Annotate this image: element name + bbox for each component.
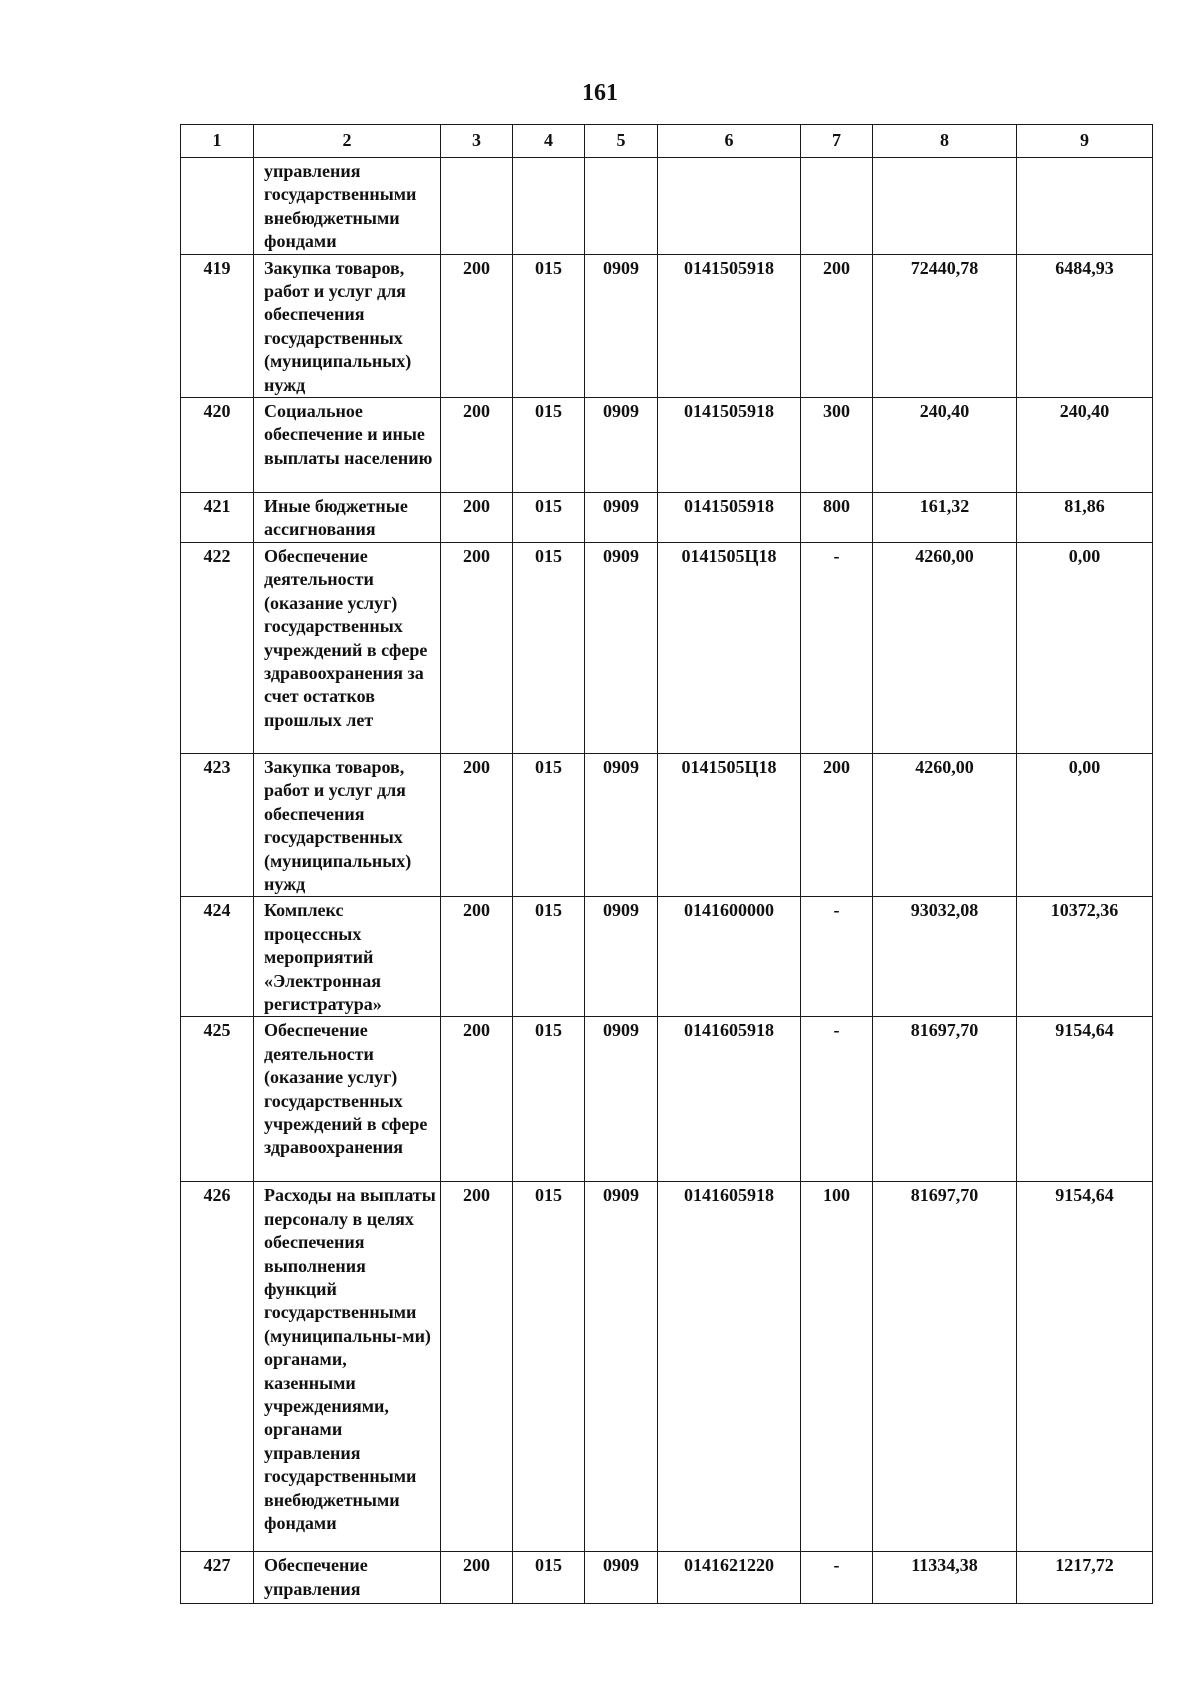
- cell-col9: 9154,64: [1017, 1182, 1153, 1552]
- cell-col7: 800: [801, 493, 873, 543]
- header-row: [181, 125, 1153, 158]
- cell-col9: 0,00: [1017, 753, 1153, 896]
- header-cell: 1: [181, 125, 254, 158]
- cell-col7: -: [801, 542, 873, 753]
- cell-col8: 72440,78: [873, 254, 1017, 397]
- cell-col8: [873, 158, 1017, 255]
- cell-col7: -: [801, 1017, 873, 1182]
- row-name: Социальное обеспечение и иные выплаты населению: [254, 398, 441, 493]
- cell-col6: 0141505918: [658, 493, 801, 543]
- row-name: управления государственными внебюджетными фондами: [254, 158, 441, 255]
- cell-col4: 015: [513, 897, 585, 1017]
- table-row: [181, 753, 1153, 896]
- row-name: Обеспечение деятельности (оказание услуг) государственных учреждений в сфере здравоохранения: [254, 1017, 441, 1182]
- cell-col7: [801, 158, 873, 255]
- cell-col6: 0141505918: [658, 254, 801, 397]
- cell-col8: 11334,38: [873, 1552, 1017, 1604]
- cell-col3: 200: [441, 1182, 513, 1552]
- header-cell: 7: [801, 125, 873, 158]
- cell-col5: 0909: [585, 1017, 658, 1182]
- cell-col8: 161,32: [873, 493, 1017, 543]
- cell-col8: 81697,70: [873, 1017, 1017, 1182]
- cell-col3: 200: [441, 398, 513, 493]
- cell-col8: 4260,00: [873, 542, 1017, 753]
- budget-table: [180, 124, 1153, 1604]
- cell-col4: 015: [513, 1017, 585, 1182]
- cell-col3: [441, 158, 513, 255]
- cell-col3: 200: [441, 493, 513, 543]
- cell-col4: 015: [513, 1552, 585, 1604]
- cell-col4: [513, 158, 585, 255]
- cell-col6: 0141505918: [658, 398, 801, 493]
- header-cell: 2: [254, 125, 441, 158]
- cell-col5: 0909: [585, 897, 658, 1017]
- cell-col9: [1017, 158, 1153, 255]
- cell-col3: 200: [441, 542, 513, 753]
- cell-col8: 93032,08: [873, 897, 1017, 1017]
- cell-col7: 300: [801, 398, 873, 493]
- cell-col3: 200: [441, 1552, 513, 1604]
- cell-col6: 0141605918: [658, 1182, 801, 1552]
- row-number: 422: [181, 542, 254, 753]
- row-number: 427: [181, 1552, 254, 1604]
- header-cell: 4: [513, 125, 585, 158]
- row-number: 424: [181, 897, 254, 1017]
- cell-col4: 015: [513, 254, 585, 397]
- cell-col5: 0909: [585, 398, 658, 493]
- cell-col4: 015: [513, 493, 585, 543]
- header-cell: 8: [873, 125, 1017, 158]
- cell-col7: -: [801, 1552, 873, 1604]
- cell-col5: 0909: [585, 1552, 658, 1604]
- table-row: [181, 158, 1153, 255]
- row-number: [181, 158, 254, 255]
- cell-col9: 1217,72: [1017, 1552, 1153, 1604]
- cell-col4: 015: [513, 1182, 585, 1552]
- cell-col5: 0909: [585, 254, 658, 397]
- cell-col6: 0141605918: [658, 1017, 801, 1182]
- header-cell: 9: [1017, 125, 1153, 158]
- cell-col8: 4260,00: [873, 753, 1017, 896]
- row-number: 420: [181, 398, 254, 493]
- table-row: [181, 1182, 1153, 1552]
- cell-col6: 0141505Ц18: [658, 542, 801, 753]
- cell-col9: 6484,93: [1017, 254, 1153, 397]
- row-name: Закупка товаров, работ и услуг для обеспечения государственных (муниципальных) нужд: [254, 753, 441, 896]
- page-number: 161: [582, 80, 618, 106]
- cell-col5: 0909: [585, 493, 658, 543]
- cell-col7: 100: [801, 1182, 873, 1552]
- cell-col7: 200: [801, 753, 873, 896]
- table-row: [181, 897, 1153, 1017]
- cell-col3: 200: [441, 897, 513, 1017]
- cell-col8: 81697,70: [873, 1182, 1017, 1552]
- cell-col6: 0141621220: [658, 1552, 801, 1604]
- cell-col6: 0141505Ц18: [658, 753, 801, 896]
- cell-col4: 015: [513, 398, 585, 493]
- row-number: 419: [181, 254, 254, 397]
- cell-col3: 200: [441, 254, 513, 397]
- cell-col4: 015: [513, 753, 585, 896]
- cell-col6: 0141600000: [658, 897, 801, 1017]
- row-name: Расходы на выплаты персоналу в целях обеспечения выполнения функций государственными (муниципальны-ми) органами, казенными учреждениями, органами управления государственными внебюджетными фондами: [254, 1182, 441, 1552]
- cell-col5: [585, 158, 658, 255]
- row-name: Обеспечение управления: [254, 1552, 441, 1604]
- header-cell: 5: [585, 125, 658, 158]
- cell-col4: 015: [513, 542, 585, 753]
- cell-col5: 0909: [585, 1182, 658, 1552]
- cell-col9: 81,86: [1017, 493, 1153, 543]
- table-row: [181, 398, 1153, 493]
- table-row: [181, 542, 1153, 753]
- table-row: [181, 1552, 1153, 1604]
- table-row: [181, 493, 1153, 543]
- header-cell: 6: [658, 125, 801, 158]
- cell-col3: 200: [441, 753, 513, 896]
- row-number: 425: [181, 1017, 254, 1182]
- row-number: 421: [181, 493, 254, 543]
- cell-col6: [658, 158, 801, 255]
- cell-col9: 10372,36: [1017, 897, 1153, 1017]
- table-row: [181, 254, 1153, 397]
- cell-col5: 0909: [585, 542, 658, 753]
- row-number: 426: [181, 1182, 254, 1552]
- cell-col5: 0909: [585, 753, 658, 896]
- row-name: Обеспечение деятельности (оказание услуг) государственных учреждений в сфере здравоохранения за счет остатков прошлых лет: [254, 542, 441, 753]
- row-name: Иные бюджетные ассигнования: [254, 493, 441, 543]
- header-cell: 3: [441, 125, 513, 158]
- row-name: Закупка товаров, работ и услуг для обеспечения государственных (муниципальных) нужд: [254, 254, 441, 397]
- cell-col7: -: [801, 897, 873, 1017]
- cell-col9: 0,00: [1017, 542, 1153, 753]
- row-number: 423: [181, 753, 254, 896]
- cell-col9: 240,40: [1017, 398, 1153, 493]
- cell-col3: 200: [441, 1017, 513, 1182]
- table-row: [181, 1017, 1153, 1182]
- cell-col8: 240,40: [873, 398, 1017, 493]
- cell-col9: 9154,64: [1017, 1017, 1153, 1182]
- cell-col7: 200: [801, 254, 873, 397]
- row-name: Комплекс процессных мероприятий «Электронная регистратура»: [254, 897, 441, 1017]
